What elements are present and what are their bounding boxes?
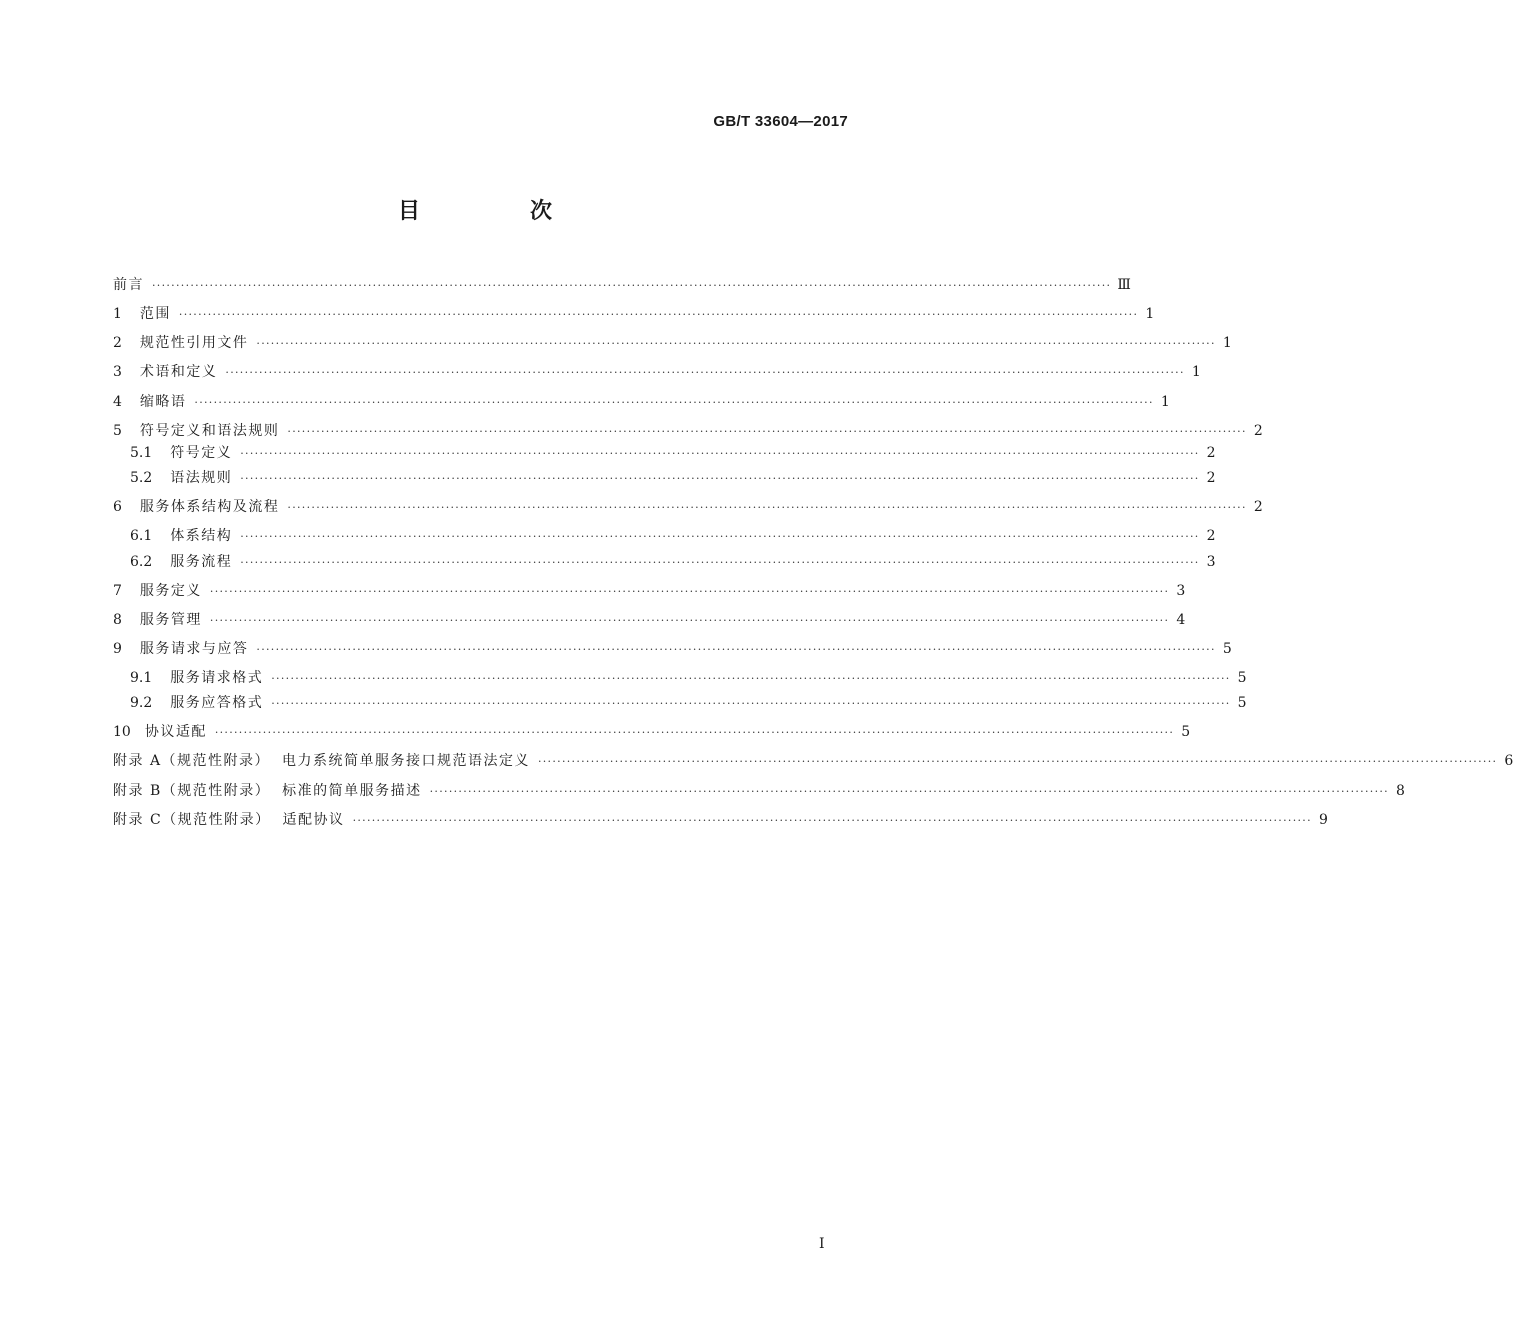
toc-entry-label: 前言 bbox=[113, 277, 144, 293]
toc-dot-leader: ········································································································································································································ bbox=[256, 337, 1216, 350]
toc-dot-leader: ········································································································································································································ bbox=[240, 472, 1200, 485]
toc-entry[interactable] bbox=[113, 393, 1170, 412]
toc-entry[interactable] bbox=[113, 782, 1405, 801]
toc-entry-number: 1 bbox=[113, 306, 122, 322]
toc-entry-label: 范围 bbox=[139, 306, 171, 322]
toc-dot-leader: ········································································································································································································ bbox=[429, 785, 1389, 798]
toc-entry-number: 6.2 bbox=[130, 554, 153, 570]
toc-dot-leader: ········································································································································································································ bbox=[537, 755, 1498, 768]
toc-entry[interactable] bbox=[113, 305, 1155, 324]
toc-dot-leader: ········································································································································································································ bbox=[178, 308, 1139, 321]
toc-dot-leader: ········································································································································································································ bbox=[240, 530, 1200, 543]
toc-entry-page: 2 bbox=[1253, 499, 1263, 515]
toc-entry-page: 1 bbox=[1222, 335, 1232, 351]
toc-entry-label: 服务应答格式 bbox=[170, 695, 264, 711]
toc-entry-number: 9.2 bbox=[130, 695, 153, 711]
toc-entry[interactable] bbox=[113, 640, 1232, 659]
toc-entry-label: 服务请求与应答 bbox=[139, 641, 249, 657]
toc-dot-leader: ········································································································································································································ bbox=[209, 585, 1170, 598]
toc-entry-page: 5 bbox=[1181, 724, 1191, 740]
toc-entry-number: 9 bbox=[113, 641, 122, 657]
toc-entry-number: 5 bbox=[113, 423, 122, 439]
toc-entry-number: 2 bbox=[113, 335, 122, 351]
toc-entry-page: 1 bbox=[1191, 364, 1201, 380]
toc-dot-leader: ········································································································································································································ bbox=[271, 672, 1231, 685]
toc-dot-leader: ········································································································································································································ bbox=[352, 814, 1312, 827]
toc-entry-label: 附录 A（规范性附录） 电力系统简单服务接口规范语法定义 bbox=[113, 753, 530, 769]
toc-dot-leader: ········································································································································································································ bbox=[214, 726, 1175, 739]
toc-dot-leader: ········································································································································································································ bbox=[271, 697, 1231, 710]
toc-entry[interactable] bbox=[113, 611, 1186, 630]
toc-dot-leader: ········································································································································································································ bbox=[225, 366, 1185, 379]
toc-entry-page: 2 bbox=[1253, 423, 1263, 439]
toc-entry-label: 协议适配 bbox=[144, 724, 207, 740]
toc-entry-number: 10 bbox=[113, 724, 131, 740]
toc-entry-page: 4 bbox=[1176, 612, 1186, 628]
toc-entry-label: 体系结构 bbox=[170, 528, 233, 544]
toc-entry-page: 1 bbox=[1145, 306, 1155, 322]
toc-entry-page: 2 bbox=[1206, 470, 1216, 486]
toc-entry-number: 5.1 bbox=[130, 445, 153, 461]
toc-entry[interactable] bbox=[113, 694, 1247, 713]
toc-entry[interactable] bbox=[113, 498, 1263, 517]
toc-entry[interactable] bbox=[113, 553, 1216, 572]
toc-dot-leader: ········································································································································································································ bbox=[209, 614, 1170, 627]
toc-dot-leader: ········································································································································································································ bbox=[152, 279, 1112, 292]
toc-entry-page: 5 bbox=[1237, 670, 1247, 686]
toc-dot-leader: ········································································································································································································ bbox=[287, 501, 1247, 514]
toc-entry-number: 6 bbox=[113, 499, 122, 515]
footer-page-number: Ⅰ bbox=[819, 1236, 825, 1252]
toc-entry-label: 附录 C（规范性附录） 适配协议 bbox=[113, 812, 345, 828]
toc-entry-page: 1 bbox=[1160, 394, 1170, 410]
toc-entry[interactable] bbox=[113, 422, 1263, 441]
toc-entry-page: 3 bbox=[1176, 583, 1186, 599]
toc-entry[interactable] bbox=[113, 527, 1216, 546]
toc-entry[interactable] bbox=[113, 811, 1328, 830]
toc-entry-number: 8 bbox=[113, 612, 122, 628]
toc-dot-leader: ········································································································································································································ bbox=[240, 556, 1200, 569]
toc-entry-label: 服务流程 bbox=[170, 554, 233, 570]
page-title: 目 次 bbox=[397, 199, 596, 224]
toc-entry[interactable] bbox=[113, 334, 1232, 353]
toc-entry-label: 服务体系结构及流程 bbox=[139, 499, 280, 515]
toc-entry-page: 6 bbox=[1504, 753, 1513, 769]
toc-entry-page: 2 bbox=[1206, 445, 1216, 461]
toc-entry-label: 符号定义和语法规则 bbox=[139, 423, 280, 439]
toc-entry-label: 缩略语 bbox=[139, 394, 187, 410]
toc-entry-page: Ⅲ bbox=[1117, 277, 1131, 293]
toc-entry-page: 5 bbox=[1222, 641, 1232, 657]
toc-entry-number: 5.2 bbox=[130, 470, 153, 486]
toc-entry[interactable] bbox=[113, 752, 1513, 771]
toc-entry-label: 符号定义 bbox=[170, 445, 233, 461]
toc-entry[interactable] bbox=[113, 723, 1191, 742]
toc-entry[interactable] bbox=[113, 669, 1247, 688]
toc-entry-page: 3 bbox=[1206, 554, 1216, 570]
toc-entry-number: 3 bbox=[113, 364, 122, 380]
toc-dot-leader: ········································································································································································································ bbox=[240, 447, 1200, 460]
toc-entry[interactable] bbox=[113, 363, 1201, 382]
toc-dot-leader: ········································································································································································································ bbox=[256, 643, 1216, 656]
toc-entry[interactable] bbox=[113, 444, 1216, 463]
toc-entry-page: 2 bbox=[1206, 528, 1216, 544]
toc-entry-page: 8 bbox=[1396, 783, 1405, 799]
toc-entry-page: 5 bbox=[1237, 695, 1247, 711]
toc-entry[interactable] bbox=[113, 276, 1131, 295]
toc-dot-leader: ········································································································································································································ bbox=[194, 396, 1154, 409]
toc-entry-page: 9 bbox=[1318, 812, 1328, 828]
toc-entry-label: 规范性引用文件 bbox=[139, 335, 249, 351]
toc-entry-label: 服务请求格式 bbox=[170, 670, 264, 686]
toc-entry-number: 7 bbox=[113, 583, 122, 599]
toc-entry-number: 6.1 bbox=[130, 528, 153, 544]
toc-entry-label: 术语和定义 bbox=[139, 364, 218, 380]
toc-entry-label: 语法规则 bbox=[170, 470, 233, 486]
toc-dot-leader: ········································································································································································································ bbox=[287, 425, 1247, 438]
standard-code: GB/T 33604—2017 bbox=[713, 113, 848, 130]
toc-entry-label: 服务定义 bbox=[139, 583, 202, 599]
toc-entry[interactable] bbox=[113, 582, 1186, 601]
toc-entry-label: 服务管理 bbox=[139, 612, 202, 628]
toc-entry-number: 9.1 bbox=[130, 670, 153, 686]
toc-entry-number: 4 bbox=[113, 394, 122, 410]
toc-entry-label: 附录 B（规范性附录） 标准的简单服务描述 bbox=[113, 783, 422, 799]
toc-entry[interactable] bbox=[113, 469, 1216, 488]
